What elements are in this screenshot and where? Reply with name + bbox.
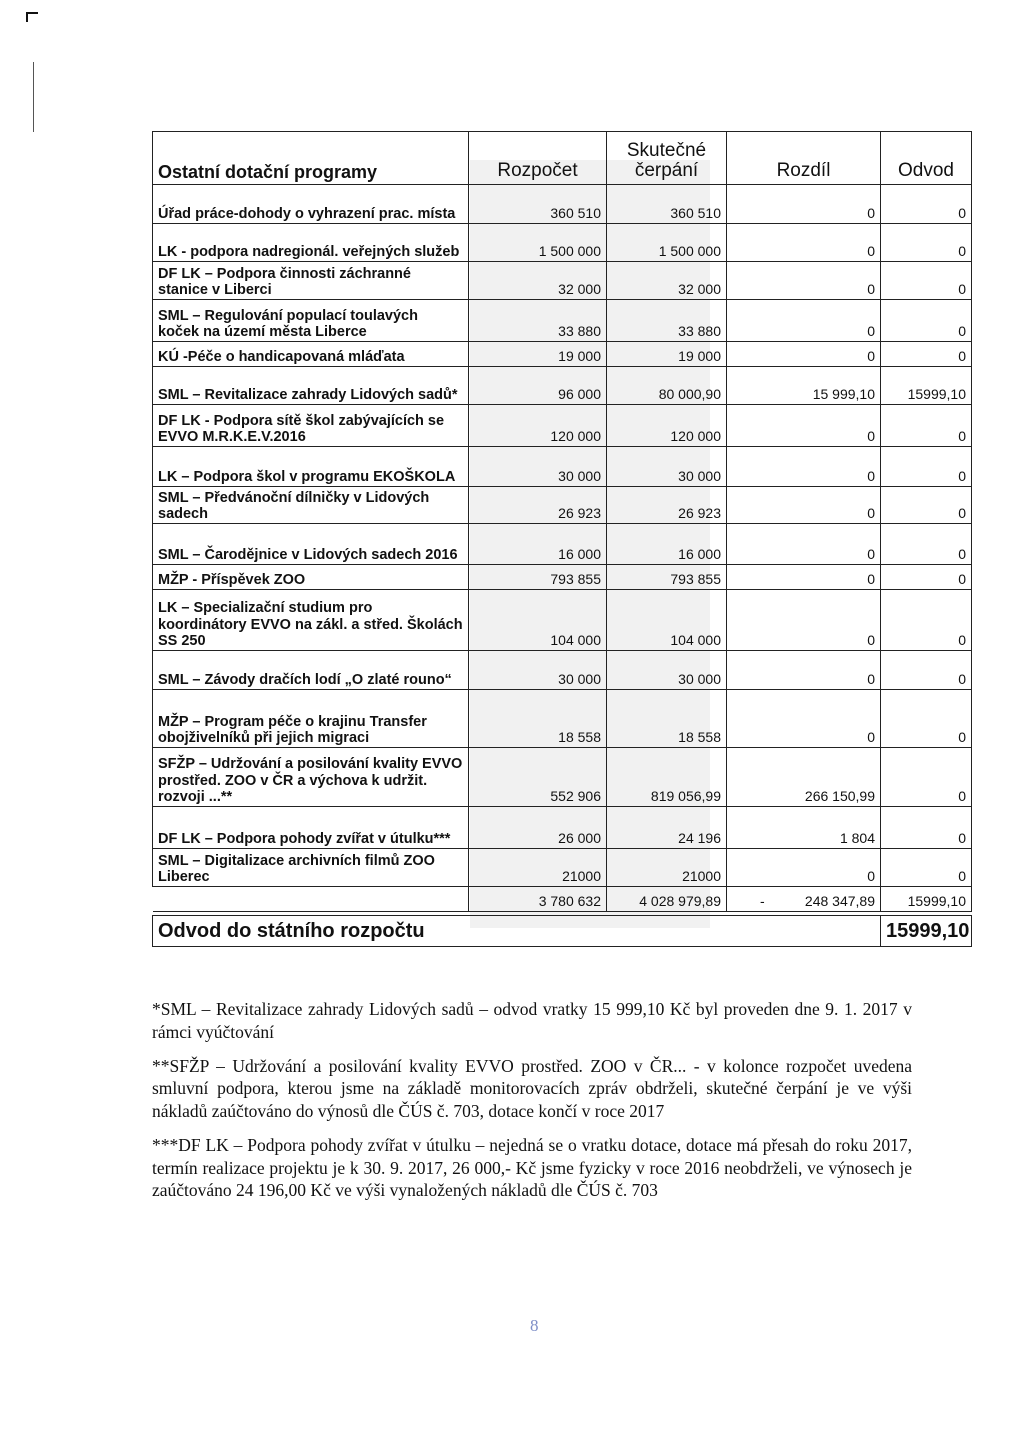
- difference-value: 0: [727, 590, 881, 651]
- program-name: MŽP – Program péče o krajinu Transfer obojživelníků při jejich migraci: [153, 690, 469, 748]
- difference-value: 1 804: [727, 807, 881, 849]
- table-row: [153, 262, 972, 300]
- scan-margin-line: [33, 62, 34, 132]
- levy-value: 0: [881, 565, 972, 590]
- difference-value: 0: [727, 224, 881, 262]
- difference-value: 0: [727, 262, 881, 300]
- header-actual: Skutečné čerpání: [607, 132, 727, 185]
- program-name: SML – Závody dračích lodí „O zlaté rouno“: [153, 651, 469, 690]
- table-row: [153, 224, 972, 262]
- table-row: [153, 690, 972, 748]
- levy-value: 0: [881, 185, 972, 224]
- budget-value: 30 000: [469, 447, 607, 487]
- header-budget: Rozpočet: [469, 132, 607, 185]
- total-difference: 248 347,89: [804, 893, 875, 909]
- actual-value: 104 000: [607, 590, 727, 651]
- difference-value: 0: [727, 487, 881, 524]
- levy-value: 0: [881, 487, 972, 524]
- actual-value: 819 056,99: [607, 748, 727, 807]
- program-name: Úřad práce-dohody o vyhrazení prac. místa: [153, 185, 469, 224]
- program-name: LK – Podpora škol v programu EKOŠKOLA: [153, 447, 469, 487]
- budget-value: 120 000: [469, 405, 607, 447]
- total-budget: 3 780 632: [469, 887, 607, 912]
- difference-value: 0: [727, 342, 881, 367]
- levy-value: 15999,10: [881, 367, 972, 405]
- state-budget-levy-label: Odvod do státního rozpočtu: [153, 916, 469, 947]
- table-row: [153, 524, 972, 565]
- actual-value: 30 000: [607, 651, 727, 690]
- actual-value: 26 923: [607, 487, 727, 524]
- actual-value: 33 880: [607, 300, 727, 342]
- table-row: [153, 405, 972, 447]
- table-row: [153, 807, 972, 849]
- budget-value: 96 000: [469, 367, 607, 405]
- actual-value: 1 500 000: [607, 224, 727, 262]
- levy-value: 0: [881, 590, 972, 651]
- difference-value: 0: [727, 405, 881, 447]
- actual-value: 360 510: [607, 185, 727, 224]
- difference-value: 0: [727, 185, 881, 224]
- table-row: [153, 748, 972, 807]
- budget-value: 16 000: [469, 524, 607, 565]
- footnote: ***DF LK – Podpora pohody zvířat v útulku – nejedná se o vratku dotace, dotace má přesah do roku 2017, termín realizace projektu je k 30. 9. 2017, 26 000,- Kč jsme fyzicky v roce 2016 neobdrželi, ve výnosech je zaúčtováno 24 196,00 Kč ve výši vynaložených nákladů dle ČÚS č. 703: [152, 1134, 912, 1201]
- levy-value: 0: [881, 849, 972, 887]
- program-name: DF LK - Podpora sítě škol zabývajících se EVVO M.R.K.E.V.2016: [153, 405, 469, 447]
- actual-value: 32 000: [607, 262, 727, 300]
- program-name: DF LK – Podpora pohody zvířat v útulku***: [153, 807, 469, 849]
- table-row: [153, 565, 972, 590]
- actual-value: 120 000: [607, 405, 727, 447]
- levy-value: 0: [881, 342, 972, 367]
- budget-value: 26 923: [469, 487, 607, 524]
- program-name: SML – Revitalizace zahrady Lidových sadů*: [153, 367, 469, 405]
- totals-row: [153, 887, 972, 912]
- program-name: SML – Čarodějnice v Lidových sadech 2016: [153, 524, 469, 565]
- program-name: SML – Předvánoční dílničky v Lidových sadech: [153, 487, 469, 524]
- budget-value: 21000: [469, 849, 607, 887]
- actual-value: 19 000: [607, 342, 727, 367]
- levy-value: 0: [881, 690, 972, 748]
- total-actual: 4 028 979,89: [607, 887, 727, 912]
- difference-value: 0: [727, 300, 881, 342]
- budget-value: 104 000: [469, 590, 607, 651]
- header-program: Ostatní dotační programy: [153, 132, 469, 185]
- levy-value: 0: [881, 262, 972, 300]
- budget-value: 19 000: [469, 342, 607, 367]
- program-name: MŽP - Příspěvek ZOO: [153, 565, 469, 590]
- header-difference: Rozdíl: [727, 132, 881, 185]
- table-row: [153, 651, 972, 690]
- state-budget-levy-value: 15999,10: [881, 916, 972, 947]
- actual-value: 18 558: [607, 690, 727, 748]
- budget-value: 360 510: [469, 185, 607, 224]
- levy-value: 0: [881, 748, 972, 807]
- budget-value: 18 558: [469, 690, 607, 748]
- actual-value: 793 855: [607, 565, 727, 590]
- total-difference-sign: -: [760, 893, 765, 909]
- difference-value: 266 150,99: [727, 748, 881, 807]
- difference-value: 0: [727, 524, 881, 565]
- program-name: SFŽP – Udržování a posilování kvality EVVO prostřed. ZOO v ČR a výchova k udržit. rozvoji ...**: [153, 748, 469, 807]
- table-row: [153, 849, 972, 887]
- program-name: SML – Digitalizace archivních filmů ZOO Liberec: [153, 849, 469, 887]
- footnote: **SFŽP – Udržování a posilování kvality EVVO prostřed. ZOO v ČR... - v kolonce rozpočet uvedena smluvní podpora, kterou jsme na základě monitorovacích zpráv obdrželi, skutečné čerpání je ve výši nákladů zaúčtováno do výnosů dle ČÚS č. 703, dotace končí v roce 2017: [152, 1055, 912, 1121]
- program-name: LK - podpora nadregionál. veřejných služeb: [153, 224, 469, 262]
- levy-value: 0: [881, 651, 972, 690]
- difference-value: 0: [727, 849, 881, 887]
- table-row: [153, 342, 972, 367]
- program-name: SML – Regulování populací toulavých koček na území města Liberce: [153, 300, 469, 342]
- footnotes: [152, 998, 912, 1213]
- total-levy: 15999,10: [881, 887, 972, 912]
- final-row: [153, 916, 972, 947]
- program-name: LK – Specializační studium pro koordinátory EVVO na zákl. a střed. Školách SS 250: [153, 590, 469, 651]
- levy-value: 0: [881, 447, 972, 487]
- difference-value: 15 999,10: [727, 367, 881, 405]
- table-row: [153, 447, 972, 487]
- budget-value: 26 000: [469, 807, 607, 849]
- actual-value: 16 000: [607, 524, 727, 565]
- levy-value: 0: [881, 807, 972, 849]
- difference-value: 0: [727, 447, 881, 487]
- budget-value: 552 906: [469, 748, 607, 807]
- levy-value: 0: [881, 405, 972, 447]
- totals-label-cell: [153, 887, 469, 912]
- difference-value: 0: [727, 690, 881, 748]
- budget-value: 1 500 000: [469, 224, 607, 262]
- levy-value: 0: [881, 300, 972, 342]
- table-row: [153, 300, 972, 342]
- budget-value: 30 000: [469, 651, 607, 690]
- budget-value: 32 000: [469, 262, 607, 300]
- actual-value: 30 000: [607, 447, 727, 487]
- grant-table: [152, 131, 972, 947]
- actual-value: 21000: [607, 849, 727, 887]
- table-row: [153, 367, 972, 405]
- scan-corner-mark: [26, 12, 38, 22]
- difference-value: 0: [727, 565, 881, 590]
- table-row: [153, 590, 972, 651]
- budget-value: 793 855: [469, 565, 607, 590]
- levy-value: 0: [881, 224, 972, 262]
- table-row: [153, 487, 972, 524]
- actual-value: 80 000,90: [607, 367, 727, 405]
- header-row: [153, 132, 972, 185]
- actual-value: 24 196: [607, 807, 727, 849]
- footnote: *SML – Revitalizace zahrady Lidových sadů – odvod vratky 15 999,10 Kč byl proveden dne 9. 1. 2017 v rámci vyúčtování: [152, 999, 912, 1042]
- page-number: 8: [530, 1316, 539, 1335]
- header-levy: Odvod: [881, 132, 972, 185]
- program-name: KÚ -Péče o handicapovaná mláďata: [153, 342, 469, 367]
- difference-value: 0: [727, 651, 881, 690]
- levy-value: 0: [881, 524, 972, 565]
- table-row: [153, 185, 972, 224]
- budget-value: 33 880: [469, 300, 607, 342]
- total-difference-cell: [727, 887, 881, 912]
- program-name: DF LK – Podpora činnosti záchranné stanice v Liberci: [153, 262, 469, 300]
